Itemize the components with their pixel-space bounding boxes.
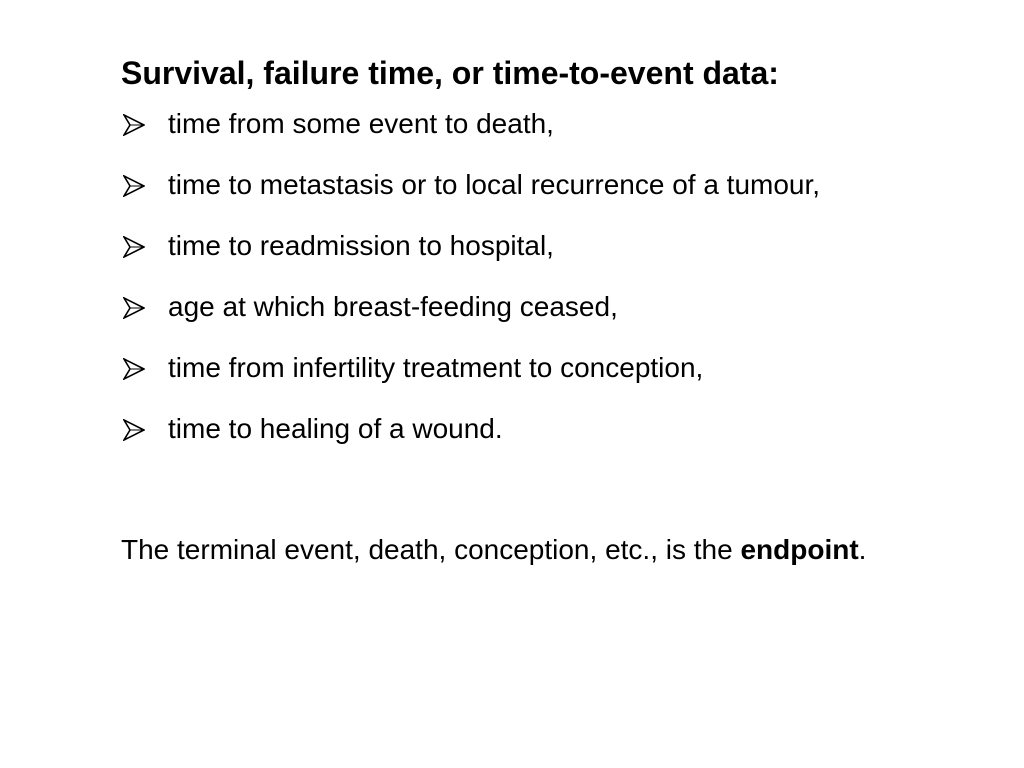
arrowhead-bullet-icon [123,114,145,136]
bullet-item [121,104,921,144]
bullet-text: age at which breast-feeding ceased, [168,291,618,322]
arrowhead-bullet-icon [123,297,145,319]
arrowhead-bullet-icon [123,236,145,258]
bullet-text: time to readmission to hospital, [168,230,554,261]
arrowhead-bullet-icon [123,175,145,197]
bullet-item [121,348,921,388]
endpoint-term: endpoint [740,534,859,565]
bullet-item [121,226,921,266]
closing-text: The terminal event, death, conception, etc., is the [121,534,741,565]
closing-period: . [858,534,867,565]
bullet-text: time from infertility treatment to conception, [168,352,704,383]
bullet-text: time to healing of a wound. [168,413,503,444]
bullet-list [121,104,921,449]
slide-heading: Survival, failure time, or time-to-event data: [121,55,779,91]
bullet-item [121,409,921,449]
bullet-item [121,165,921,205]
slide-content [121,52,921,598]
bullet-text: time from some event to death, [168,108,554,139]
arrowhead-bullet-icon [123,419,145,441]
closing-statement [121,530,921,570]
bullet-text: time to metastasis or to local recurrence of a tumour, [168,169,821,200]
arrowhead-bullet-icon [123,358,145,380]
bullet-item [121,287,921,327]
